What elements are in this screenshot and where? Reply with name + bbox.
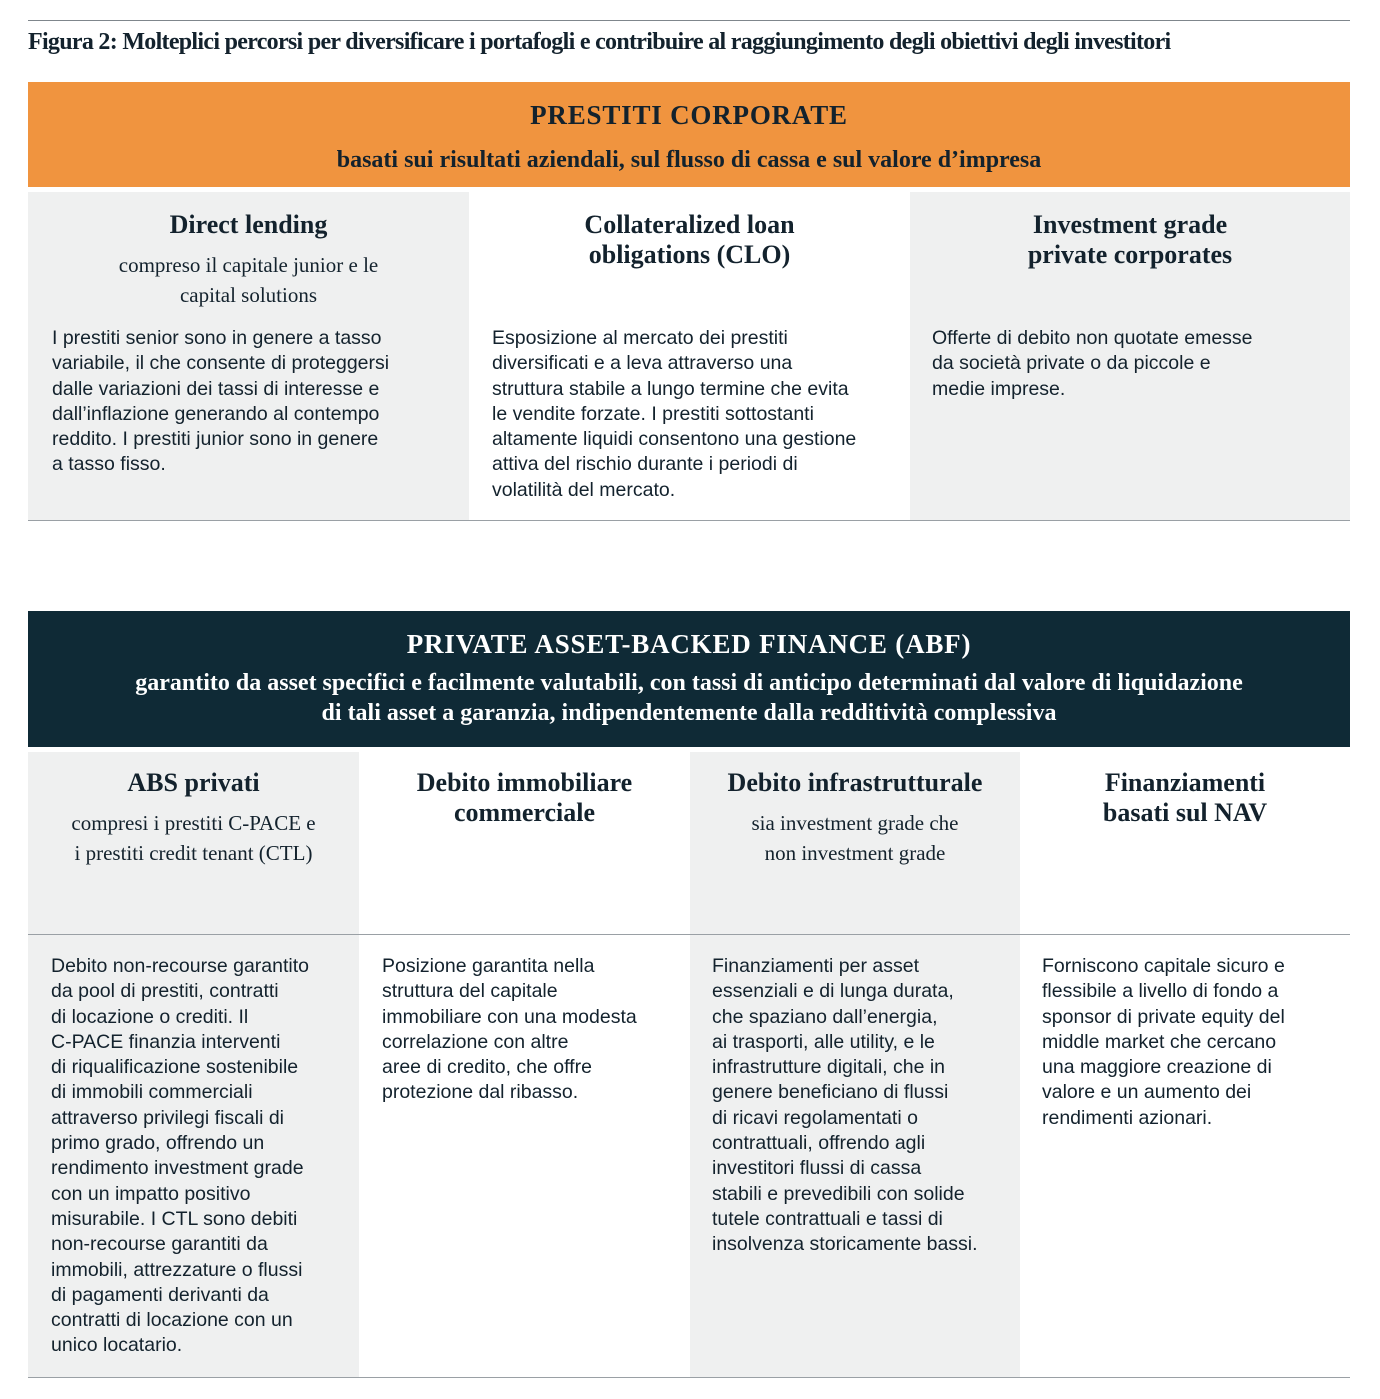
abf-title: PRIVATE ASSET-BACKED FINANCE (ABF)	[406, 629, 972, 659]
col-body-text: Posizione garantita nella struttura del capitale immobiliare con una modesta correlazione con altre aree di credito, che offre protezione dal ribasso.	[382, 955, 637, 1104]
abf-mid-rule	[28, 934, 1350, 935]
abf-col-commercial-real-estate	[359, 752, 690, 1378]
figure-title: Figura 2: Molteplici percorsi per diversificare i portafogli e contribuire al raggiungimento degli obiettivi degli investitori	[28, 29, 1171, 55]
abf-col-nav-financing	[1020, 752, 1350, 1378]
col-heading: Debito immobiliare commerciale	[416, 768, 633, 827]
corporate-bottom-rule	[28, 520, 1350, 521]
col-heading: ABS privati	[127, 768, 260, 797]
col-body-text: Offerte di debito non quotate emesse da società private o da piccole e medie imprese.	[932, 327, 1253, 400]
col-body-text: Esposizione al mercato dei prestiti diversificati e a leva attraverso una struttura stabile a lungo termine che evita le vendite forzate. I prestiti sottostanti altamente liquidi consentono una gestione attiva del rischio durante i periodi di volatilità del mercato.	[492, 327, 857, 501]
col-subheading: compresi i prestiti C-PACE e i prestiti credit tenant (CTL)	[71, 811, 316, 865]
abf-col-private-abs	[28, 752, 359, 1378]
corporate-loans-header	[28, 82, 1350, 187]
col-heading: Investment grade private corporates	[1027, 210, 1233, 269]
col-body-text: Forniscono capitale sicuro e flessibile a livello di fondo a sponsor di private equity del middle market che cercano una maggiore creazione di valore e un aumento dei rendimenti azionari.	[1042, 955, 1285, 1129]
corporate-col-ig-private	[910, 192, 1350, 520]
corporate-col-clo	[469, 192, 910, 520]
top-rule	[28, 20, 1350, 21]
corporate-loans-subtitle: basati sui risultati aziendali, sul flusso di cassa e sul valore d’impresa	[336, 147, 1042, 173]
corporate-col-direct-lending	[28, 192, 469, 520]
col-body-text: Debito non-recourse garantito da pool di prestiti, contratti di locazione o crediti. Il C-PACE finanzia interventi di riqualificazione sostenibile di immobili commerciali attraverso privilegi fiscali di primo grado, offrendo un rendimento investment grade con un impatto positivo misurabile. I CTL sono debiti non-recourse garantiti da immobili, attrezzature o flussi di pagamenti derivanti da contratti di locazione con un unico locatario.	[51, 955, 309, 1357]
col-heading: Finanziamenti basati sul NAV	[1102, 768, 1268, 827]
col-body-text: I prestiti senior sono in genere a tasso variabile, il che consente di proteggersi dalle variazioni dei tassi di interesse e dall’inflazione generando al contempo reddito. I prestiti junior sono in genere a tasso fisso.	[52, 327, 390, 476]
col-subheading: compreso il capitale junior e le capital solutions	[118, 253, 379, 307]
abf-header	[28, 611, 1350, 747]
col-heading: Debito infrastrutturale	[727, 768, 983, 797]
abf-col-infrastructure	[690, 752, 1020, 1378]
col-body-text: Finanziamenti per asset essenziali e di lunga durata, che spaziano dall’energia, ai trasporti, alle utility, e le infrastrutture digitali, che in genere beneficiano di flussi di ricavi regolamentati o contrattuali, offrendo agli investitori flussi di cassa stabili e prevedibili con solide tutele contrattuali e tassi di insolvenza storicamente bassi.	[712, 955, 978, 1256]
col-subheading: sia investment grade che non investment grade	[751, 811, 959, 865]
col-heading: Direct lending	[169, 210, 328, 239]
abf-subtitle: garantito da asset specifici e facilmente valutabili, con tassi di anticipo determinati dal valore di liquidazione di tali asset a garanzia, indipendentemente dalla redditività complessiva	[135, 670, 1243, 726]
corporate-loans-title: PRESTITI CORPORATE	[530, 100, 848, 130]
abf-bottom-rule	[28, 1377, 1350, 1378]
col-heading: Collateralized loan obligations (CLO)	[584, 210, 795, 269]
